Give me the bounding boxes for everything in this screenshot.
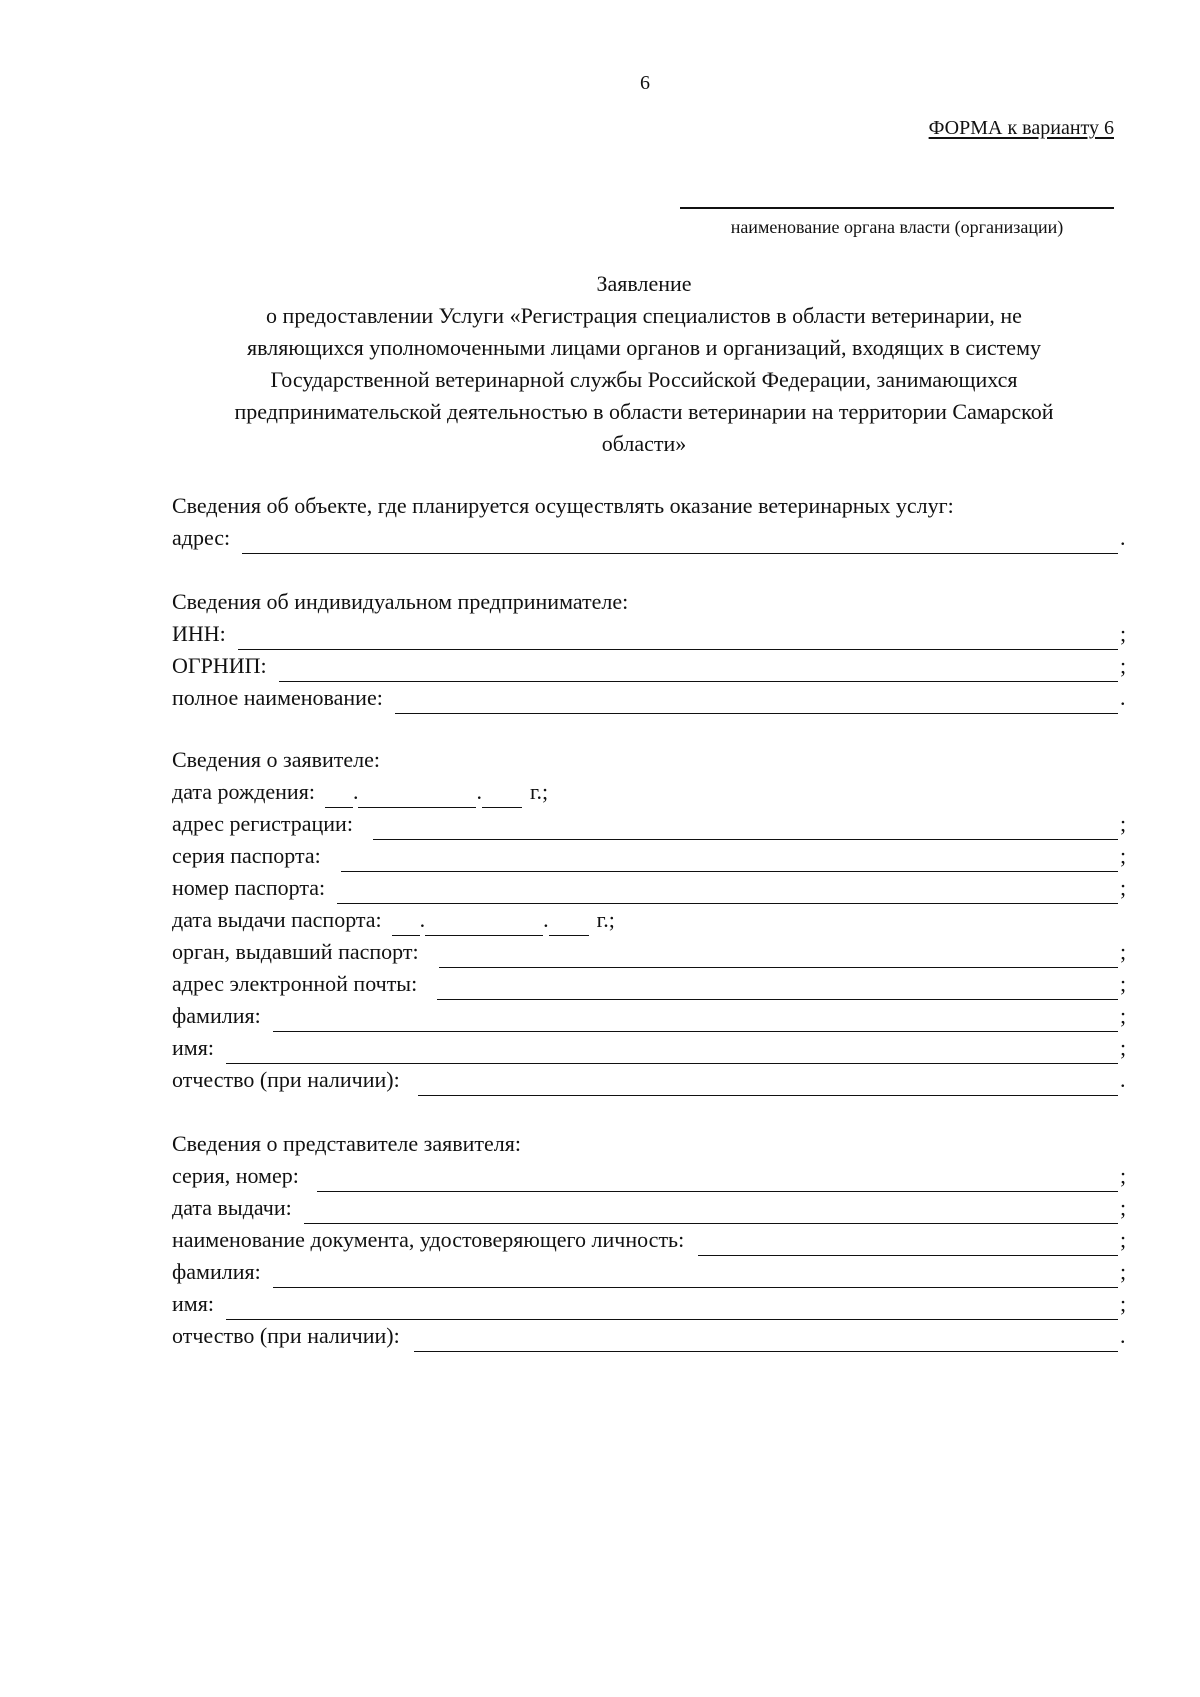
row-end-mark: ; (1120, 843, 1127, 868)
rep-patronymic-label: отчество (при наличии): (172, 1323, 400, 1348)
name-field[interactable] (226, 1037, 1118, 1064)
passport-number-label: номер паспорта: (172, 875, 326, 900)
representative-section (172, 1128, 1128, 1352)
full-name-field[interactable] (395, 687, 1118, 714)
reg-address-label: адрес регистрации: (172, 811, 353, 836)
entrepreneur-section-heading: Сведения об индивидуальном предпринимателе: (172, 589, 629, 614)
inn-row (172, 618, 1128, 650)
title-line: предпринимательской деятельностью в области ветеринарии на территории Самарской (234, 399, 1054, 424)
page-number: 6 (640, 72, 650, 94)
year-suffix: г.; (529, 779, 549, 804)
title-line: Государственной ветеринарной службы Российской Федерации, занимающихся (270, 367, 1018, 392)
row-end-mark: ; (1120, 1195, 1127, 1220)
rep-issue-date-label: дата выдачи: (172, 1195, 292, 1220)
issue-year-field[interactable] (549, 911, 589, 936)
email-field[interactable] (437, 973, 1118, 1000)
passport-number-field[interactable] (337, 877, 1118, 904)
passport-series-row (172, 840, 1128, 872)
row-end-mark: ; (1120, 1227, 1127, 1252)
rep-series-number-label: серия, номер: (172, 1163, 299, 1188)
email-label: адрес электронной почты: (172, 971, 418, 996)
row-end-mark: ; (1120, 971, 1127, 996)
row-end-mark: ; (1120, 621, 1127, 646)
rep-issue-date-row (172, 1192, 1128, 1224)
title-line: являющихся уполномоченными лицами органов и организаций, входящих в систему (247, 335, 1041, 360)
issuing-authority-label: орган, выдавший паспорт: (172, 939, 419, 964)
row-end-mark: ; (1120, 1003, 1127, 1028)
title-word: Заявление (596, 271, 692, 296)
representative-section-heading: Сведения о представителе заявителя: (172, 1131, 521, 1156)
form-reference: ФОРМА к варианту 6 (928, 117, 1114, 139)
rep-series-number-row (172, 1160, 1128, 1192)
rep-document-name-row (172, 1224, 1128, 1256)
issuing-authority-field[interactable] (439, 941, 1118, 968)
patronymic-label: отчество (при наличии): (172, 1067, 400, 1092)
authority-block (680, 187, 1114, 238)
row-end-mark: ; (1120, 1163, 1127, 1188)
reg-address-row (172, 808, 1128, 840)
patronymic-field[interactable] (418, 1069, 1118, 1096)
row-end-mark: . (1120, 685, 1126, 710)
date-dot: . (543, 907, 549, 932)
ogrnip-row (172, 650, 1128, 682)
inn-label: ИНН: (172, 621, 226, 646)
object-address-label: адрес: (172, 525, 231, 550)
passport-issue-date-label: дата выдачи паспорта: (172, 907, 382, 932)
rep-name-field[interactable] (226, 1293, 1118, 1320)
authority-caption: наименование органа власти (организации) (730, 217, 1064, 237)
passport-issue-date-row (172, 904, 1128, 936)
full-name-label: полное наименование: (172, 685, 383, 710)
date-dot: . (419, 907, 426, 932)
date-dot: . (476, 779, 482, 804)
birth-date-label: дата рождения: (172, 779, 315, 804)
applicant-section (172, 744, 1128, 1096)
object-address-row (172, 522, 1128, 554)
row-end-mark: . (1120, 1067, 1126, 1092)
birth-day-field[interactable] (325, 783, 353, 808)
object-section (172, 490, 1128, 554)
rep-patronymic-field[interactable] (414, 1325, 1118, 1352)
rep-name-label: имя: (172, 1291, 214, 1316)
rep-surname-field[interactable] (273, 1261, 1118, 1288)
rep-surname-label: фамилия: (172, 1259, 261, 1284)
issuing-authority-row (172, 936, 1128, 968)
title-line: области» (601, 431, 687, 456)
rep-issue-date-field[interactable] (304, 1197, 1118, 1224)
birth-month-field[interactable] (358, 783, 476, 808)
rep-surname-row (172, 1256, 1128, 1288)
row-end-mark: ; (1120, 1035, 1127, 1060)
passport-number-row (172, 872, 1128, 904)
passport-series-label: серия паспорта: (172, 843, 321, 868)
row-end-mark: ; (1120, 1259, 1127, 1284)
date-dot: . (352, 779, 359, 804)
ogrnip-field[interactable] (279, 655, 1118, 682)
rep-patronymic-row (172, 1320, 1128, 1352)
authority-name-field[interactable] (680, 187, 1114, 209)
surname-label: фамилия: (172, 1003, 261, 1028)
patronymic-row (172, 1064, 1128, 1096)
row-end-mark: ; (1120, 653, 1127, 678)
applicant-section-heading: Сведения о заявителе: (172, 747, 381, 772)
row-end-mark: ; (1120, 1291, 1127, 1316)
rep-document-name-label: наименование документа, удостоверяющего личность: (172, 1227, 685, 1252)
object-address-field[interactable] (242, 527, 1118, 554)
rep-document-name-field[interactable] (698, 1229, 1118, 1256)
title-line: о предоставлении Услуги «Регистрация специалистов в области ветеринарии, не (266, 303, 1022, 328)
birth-date-row (172, 776, 1128, 808)
row-end-mark: ; (1120, 875, 1127, 900)
row-end-mark: ; (1120, 811, 1127, 836)
full-name-row (172, 682, 1128, 714)
issue-month-field[interactable] (425, 911, 543, 936)
name-label: имя: (172, 1035, 214, 1060)
rep-series-number-field[interactable] (317, 1165, 1118, 1192)
document-title (160, 268, 1128, 460)
row-end-mark: . (1120, 1323, 1126, 1348)
issue-day-field[interactable] (392, 911, 420, 936)
entrepreneur-section (172, 586, 1128, 714)
passport-series-field[interactable] (341, 845, 1118, 872)
email-row (172, 968, 1128, 1000)
birth-year-field[interactable] (482, 783, 522, 808)
rep-name-row (172, 1288, 1128, 1320)
inn-field[interactable] (238, 623, 1118, 650)
year-suffix: г.; (596, 907, 615, 932)
reg-address-field[interactable] (373, 813, 1118, 840)
row-end-mark: ; (1120, 939, 1127, 964)
object-section-heading: Сведения об объекте, где планируется осуществлять оказание ветеринарных услуг: (172, 493, 954, 518)
ogrnip-label: ОГРНИП: (172, 653, 267, 678)
row-end-mark: . (1120, 525, 1126, 550)
surname-field[interactable] (273, 1005, 1118, 1032)
name-row (172, 1032, 1128, 1064)
surname-row (172, 1000, 1128, 1032)
